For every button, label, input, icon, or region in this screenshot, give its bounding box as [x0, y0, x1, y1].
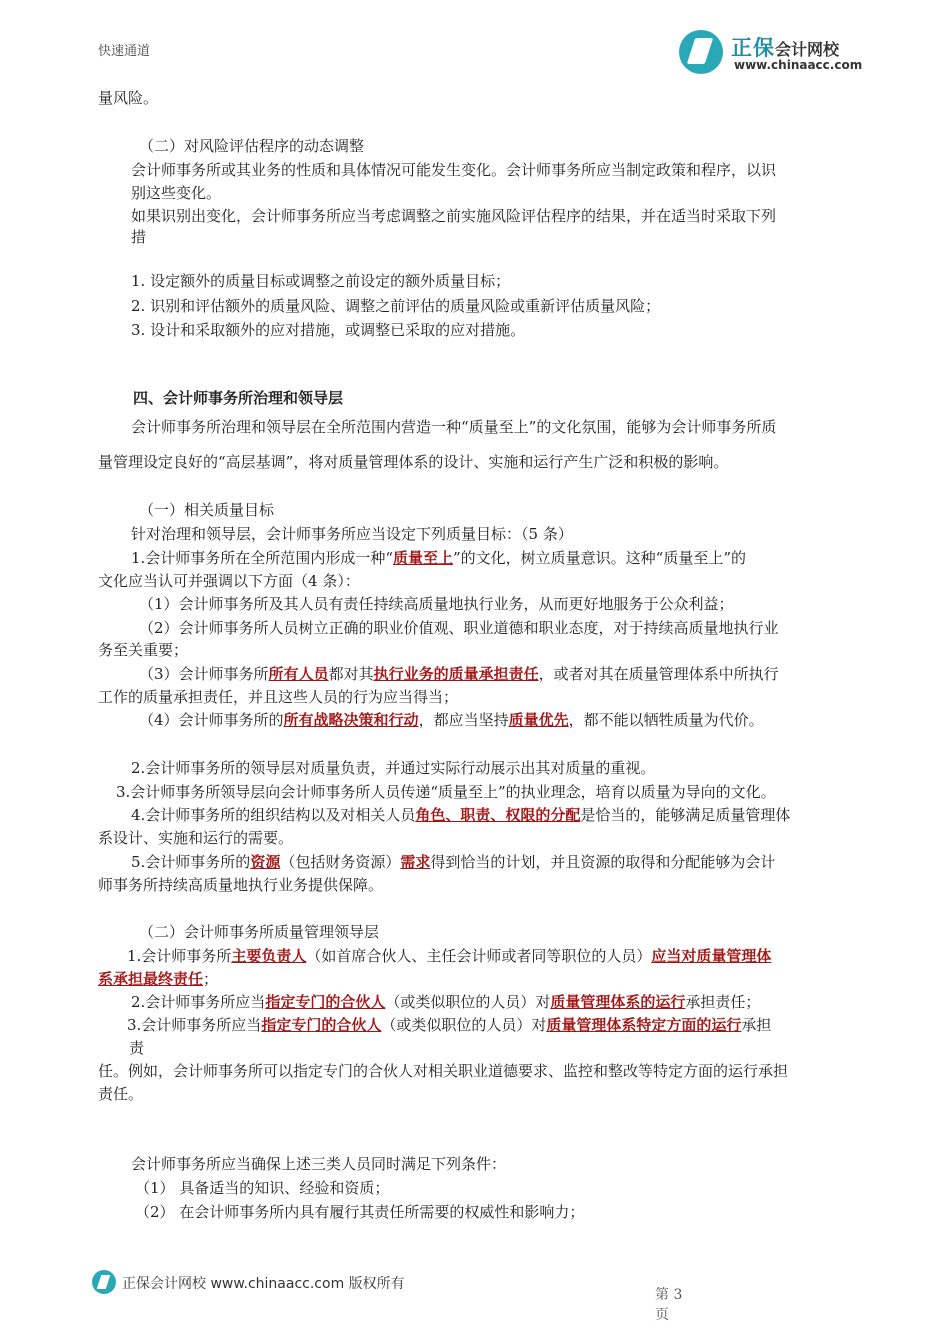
sub-item: （1） 具备适当的知识、经验和资质； [135, 1179, 390, 1197]
paragraph-line: 措 [131, 228, 147, 246]
footer-copyright: 正保会计网校 www.chinaacc.com 版权所有 [122, 1276, 405, 1292]
paragraph-line: 工作的质量承担责任，并且这些人员的行为应当得当； [98, 688, 459, 706]
paragraph-line: 任。例如，会计师事务所可以指定专门的合伙人对相关职业道德要求、监控和整改等特定方面的运行承担 [98, 1062, 789, 1080]
sub-item: （4）会计师事务所的所有战略决策和行动，都应当坚持质量优先，都不能以牺牲质量为代价。 [139, 711, 764, 729]
paragraph-line: 别这些变化。 [131, 184, 222, 202]
paragraph-line: 会计师事务所应当确保上述三类人员同时满足下列条件： [131, 1155, 507, 1173]
sub-item-cut: （2） 在会计师事务所内具有履行其责任所需要的权威性和影响力； [135, 1203, 585, 1221]
text-line: 量风险。 [98, 89, 159, 107]
paragraph-line: 责 [129, 1039, 145, 1057]
footer-logo-icon [92, 1270, 116, 1294]
list-item: 2. 识别和评估额外的质量风险、调整之前评估的质量风险或重新评估质量风险； [131, 297, 661, 315]
brand-logo [679, 28, 879, 78]
paragraph-line: 文化应当认可并强调以下方面（4 条）： [98, 572, 360, 590]
sub-item: （3）会计师事务所所有人员都对其执行业务的质量承担责任，或者对其在质量管理体系中所执行 [139, 665, 779, 683]
paragraph-line: 针对治理和领导层，会计师事务所应当设定下列质量目标：（5 条） [131, 525, 573, 543]
sub-item: （1）会计师事务所及其人员有责任持续高质量地执行业务，从而更好地服务于公众利益； [139, 595, 734, 613]
list-item: 1. 设定额外的质量目标或调整之前设定的额外质量目标； [131, 272, 511, 290]
paragraph-line: 量管理设定良好的“高层基调”，将对质量管理体系的设计、实施和运行产生广泛和积极的影响。 [98, 453, 729, 471]
logo-url: www.chinaacc.com [734, 58, 863, 72]
paragraph-line: 会计师事务所或其业务的性质和具体情况可能发生变化。会计师事务所应当制定政策和程序，以识 [131, 161, 777, 179]
paragraph-line-cut: 会计师事务所治理和领导层在全所范围内营造一种“质量至上”的文化氛围，能够为会计师事务所质 [131, 418, 777, 436]
list-item: 1.会计师事务所主要负责人（如首席合伙人、主任会计师或者同等职位的人员）应当对质量管理体 [127, 947, 772, 965]
paragraph-line: 责任。 [98, 1085, 144, 1103]
section-title: （一）相关质量目标 [139, 501, 275, 519]
list-item: 2.会计师事务所的领导层对质量负责，并通过实际行动展示出其对质量的重视。 [131, 759, 656, 777]
list-item: 2.会计师事务所应当指定专门的合伙人（或类似职位的人员）对质量管理体系的运行承担责任； [131, 993, 761, 1011]
paragraph-line: 系承担最终责任； [98, 970, 219, 988]
page-number: 第 3 页 [655, 1287, 683, 1323]
list-item: 1.会计师事务所在全所范围内形成一种“质量至上”的文化，树立质量意识。这种“质量至上”的 [131, 549, 747, 567]
list-item: 5.会计师事务所的资源（包括财务资源）需求得到恰当的计划，并且资源的取得和分配能够为会计 [131, 853, 776, 871]
paragraph-line: 如果识别出变化，会计师事务所应当考虑调整之前实施风险评估程序的结果，并在适当时采取下列 [131, 207, 777, 225]
list-item: 3.会计师事务所领导层向会计师事务所人员传递“质量至上”的执业理念，培育以质量为导向的文化。 [116, 783, 776, 801]
logo-title: 正保会计网校 [731, 36, 840, 60]
list-item: 3.会计师事务所应当指定专门的合伙人（或类似职位的人员）对质量管理体系特定方面的运行承担 [127, 1016, 772, 1034]
section-title: （二）会计师事务所质量管理领导层 [139, 923, 380, 941]
paragraph-line: 师事务所持续高质量地执行业务提供保障。 [98, 876, 384, 894]
paragraph-line: 系设计、实施和运行的需要。 [98, 829, 294, 847]
list-item-cut: 3. 设计和采取额外的应对措施，或调整已采取的应对措施。 [131, 321, 526, 339]
section-title: （二）对风险评估程序的动态调整 [139, 137, 365, 155]
list-item: 4.会计师事务所的组织结构以及对相关人员角色、职责、权限的分配是恰当的，能够满足质量管理体 [131, 806, 791, 824]
header-cut-text: 快速通道 [98, 44, 151, 59]
logo-icon [679, 30, 723, 74]
paragraph-line: 务至关重要； [98, 641, 189, 659]
sub-item: （2）会计师事务所人员树立正确的职业价值观、职业道德和职业态度，对于持续高质量地执行业 [139, 619, 779, 637]
section-heading-cut: 四、会计师事务所治理和领导层 [133, 389, 344, 407]
